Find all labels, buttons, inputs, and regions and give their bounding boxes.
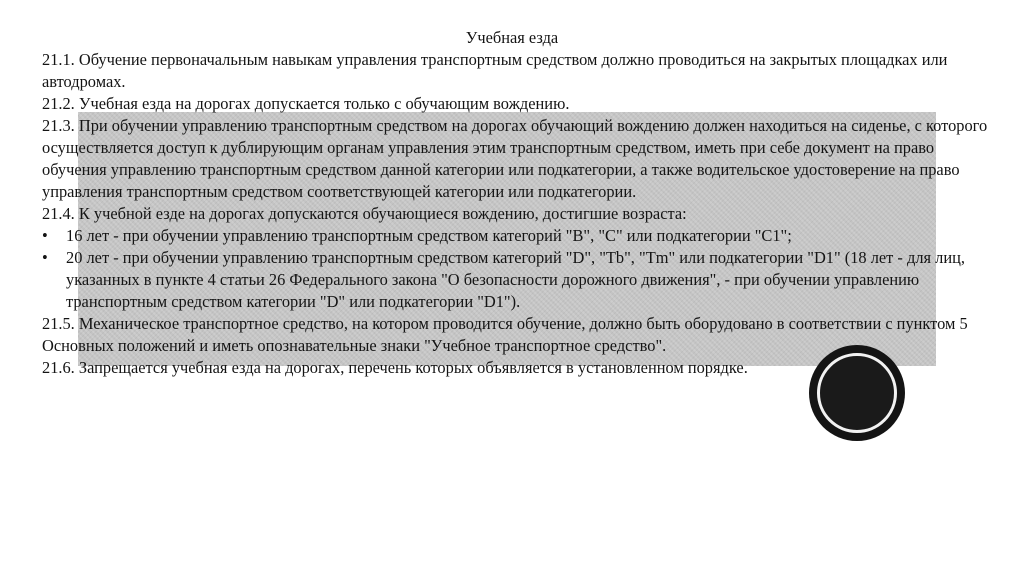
round-stamp-icon bbox=[809, 345, 905, 441]
bullet-icon: • bbox=[42, 226, 48, 245]
list-item-text: 16 лет - при обучении управлению транспортным средством категорий "B", "C" или подкатегории "C1"; bbox=[66, 226, 792, 245]
stamp-ring bbox=[817, 353, 897, 433]
list-item-text: 20 лет - при обучении управлению транспортным средством категорий "D", "Tb", "Tm" или подкатегории "D1" (18 лет - для лиц, указанных в пункте 4 статьи 26 Федерального закона "О безопасности дорожного движения", - при обучении управлению транспортным средством категории "D" или подкатегории "D1"). bbox=[66, 248, 965, 311]
text-content bbox=[42, 27, 992, 379]
paragraph-21-3: 21.3. При обучении управлению транспортным средством на дорогах обучающий вождению должен находиться на сиденье, с которого осуществляется доступ к дублирующим органам управления этим транспортным средством, иметь при себе документ на право обучения управлению транспортным средством данной категории или подкатегории, а также водительское удостоверение на право управления транспортным средством соответствующей категории или подкатегории. bbox=[42, 116, 988, 201]
paragraph-21-1: 21.1. Обучение первоначальным навыкам управления транспортным средством должно проводиться на закрытых площадках или автодромах. bbox=[42, 50, 948, 91]
paragraph-21-2: 21.2. Учебная езда на дорогах допускается только с обучающим вождению. bbox=[42, 94, 570, 113]
bullet-icon: • bbox=[42, 248, 48, 267]
paragraph-21-4: 21.4. К учебной езде на дорогах допускаются обучающиеся вождению, достигшие возраста: bbox=[42, 204, 687, 223]
paragraph-21-5: 21.5. Механическое транспортное средство, на котором проводится обучение, должно быть оборудовано в соответствии с пунктом 5 Основных положений и иметь опознавательные знаки "Учебное транспортное средство". bbox=[42, 314, 968, 355]
list-item bbox=[42, 247, 992, 313]
page-title: Учебная езда bbox=[465, 28, 559, 47]
age-requirements-list bbox=[42, 225, 992, 313]
paragraph-21-6: 21.6. Запрещается учебная езда на дорогах, перечень которых объявляется в установленном порядке. bbox=[42, 358, 748, 377]
list-item bbox=[42, 225, 992, 247]
